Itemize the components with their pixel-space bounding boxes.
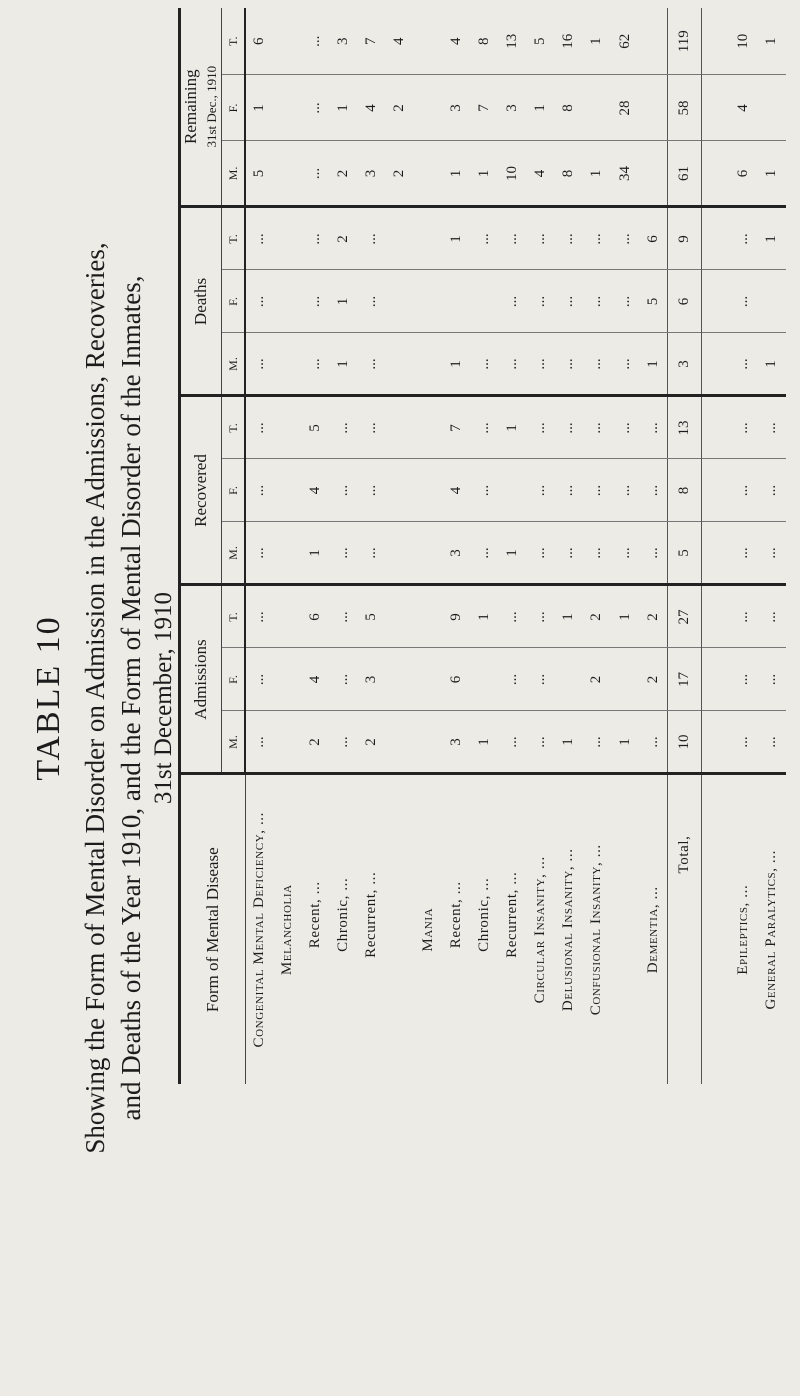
cell-value: ... [527,270,555,333]
cell-value: ... [470,207,498,270]
cell-value: 1 [470,141,498,207]
cell-value: 2 [386,141,414,207]
cell-value: 2 [301,711,329,774]
cell-value: 1 [583,141,611,207]
cell-value [414,270,442,333]
header-remaining-line1: Remaining [181,69,200,145]
cell-value: 8 [555,141,583,207]
cell-value: ... [470,396,498,459]
cell-value: 1 [758,207,786,270]
cell-value: ... [245,270,273,333]
cell-value: 7 [470,75,498,141]
cell-value: ... [498,711,526,774]
cell-value: ... [470,522,498,585]
cell-value: ... [498,648,526,711]
cell-value: 7 [442,396,470,459]
cell-value: ... [245,522,273,585]
spacer-cell [701,141,729,207]
cell-value: ... [301,75,329,141]
row-label: Recent, ... [442,774,470,1084]
cell-value [414,141,442,207]
cell-value: 4 [301,648,329,711]
row-label [386,774,414,1084]
cell-value: 62 [616,33,633,49]
cell-value [273,585,301,648]
cell-value: ... [555,207,583,270]
table-row [498,8,526,1084]
sub-t: T. [222,585,246,648]
cell-value: 13 [503,33,520,49]
header-admissions: Admissions [180,585,222,774]
cell-value: 1 [329,270,357,333]
cell-value: 1 [498,522,526,585]
cell-value: ... [730,522,758,585]
cell-value: ... [527,333,555,396]
table-row [442,8,470,1084]
cell-value: ... [470,459,498,522]
sub-f: F. [222,270,246,333]
cell-value: ... [358,459,386,522]
cell-value: 3 [667,333,701,396]
cell-value: 9 [667,207,701,270]
spacer-cell [701,711,729,774]
cell-value: 1 [527,75,555,141]
cell-value: ... [527,522,555,585]
cell-value: 1 [442,333,470,396]
cell-value: ... [758,522,786,585]
cell-value: ... [527,396,555,459]
cell-value: 28 [611,75,639,141]
sub-m: M. [222,522,246,585]
cell-value [639,8,667,75]
cell-value [414,8,442,75]
cell-value: 1 [245,75,273,141]
row-label: Epileptics, ... [730,774,758,1084]
cell-value: 1 [611,585,639,648]
table-row [583,8,611,1084]
cell-value: 4 [527,141,555,207]
cell-value: 2 [639,648,667,711]
row-label: Melancholia [273,774,301,1084]
caption-line-2: and Deaths of the Year 1910, and the Form of Mental Disorder of the Inmates, [116,275,146,1121]
cell-value: 4 [730,75,758,141]
cell-value [386,333,414,396]
cell-value: ... [527,648,555,711]
cell-value [414,396,442,459]
cell-value: ... [245,207,273,270]
cell-value: ... [329,396,357,459]
cell-value: ... [498,333,526,396]
cell-value: 1 [442,141,470,207]
cell-value: 4 [358,75,386,141]
cell-value: ... [245,585,273,648]
sub-m: M. [222,141,246,207]
cell-value: 6 [442,648,470,711]
cell-value: ... [583,333,611,396]
cell-value: ... [555,333,583,396]
table-row [273,8,301,1084]
sub-f: F. [222,648,246,711]
cell-value: 1 [611,711,639,774]
cell-value: ... [306,35,323,47]
cell-value: 6 [301,585,329,648]
caption-line-3: 31st December, 1910 [150,591,177,805]
cell-value: ... [583,207,611,270]
cell-value: 2 [583,585,611,648]
cell-value: ... [555,459,583,522]
cell-value: ... [245,648,273,711]
table-row [358,8,386,1084]
cell-value: ... [245,711,273,774]
cell-value: 6 [639,207,667,270]
cell-value: ... [611,396,639,459]
cell-value: ... [301,207,329,270]
cell-value: 3 [442,75,470,141]
cell-value: 34 [611,141,639,207]
spacer-cell [701,333,729,396]
cell-value: 58 [667,75,701,141]
header-form: Form of Mental Disease [180,774,246,1084]
cell-value: ... [358,396,386,459]
row-label: Chronic, ... [329,774,357,1084]
cell-value [273,711,301,774]
cell-value: 1 [639,333,667,396]
spacer-cell [701,75,729,141]
cell-value [498,459,526,522]
table-row [758,8,786,1084]
caption-line-1: Showing the Form of Mental Disorder on Admission in the Admissions, Recoveries, [80,242,110,1154]
cell-value: ... [329,522,357,585]
header-remaining [180,8,222,207]
cell-value [386,522,414,585]
cell-value: ... [639,522,667,585]
cell-value: ... [329,648,357,711]
cell-value: ... [639,459,667,522]
cell-value [386,585,414,648]
cell-value: 10 [735,33,752,49]
table-row [639,8,667,1084]
cell-value: 5 [358,585,386,648]
cell-value [386,207,414,270]
cell-value: ... [555,396,583,459]
cell-value: 5 [667,522,701,585]
table-row [329,8,357,1084]
cell-value: ... [329,711,357,774]
cell-value: 3 [498,75,526,141]
cell-value: ... [498,207,526,270]
cell-value: ... [245,459,273,522]
cell-value: 4 [447,37,464,45]
cell-value [611,648,639,711]
cell-value [414,75,442,141]
cell-value: 8 [475,37,492,45]
cell-value: ... [758,648,786,711]
sub-m: M. [222,333,246,396]
row-label: Recurrent, ... [498,774,526,1084]
cell-value: ... [358,333,386,396]
cell-value: ... [730,711,758,774]
cell-value [414,711,442,774]
spacer-cell [701,774,729,1084]
cell-value: 2 [329,207,357,270]
cell-value: 5 [245,141,273,207]
cell-value [758,270,786,333]
cell-value: 1 [329,75,357,141]
cell-value: 1 [301,522,329,585]
cell-value: 6 [251,37,268,45]
cell-value: 1 [555,711,583,774]
table-row [555,8,583,1084]
cell-value: ... [611,459,639,522]
cell-value: ... [611,207,639,270]
cell-value: ... [758,396,786,459]
cell-value: ... [730,459,758,522]
spacer-cell [701,585,729,648]
cell-value: 17 [667,648,701,711]
sub-t: T. [222,8,246,75]
cell-value: ... [730,585,758,648]
spacer-cell [701,459,729,522]
cell-value: 7 [363,37,380,45]
table-row [470,8,498,1084]
table-row [245,8,273,1084]
spacer-cell [701,396,729,459]
cell-value: ... [583,711,611,774]
cell-value: ... [358,522,386,585]
cell-value: 10 [667,711,701,774]
row-label: Recurrent, ... [358,774,386,1084]
cell-value [273,396,301,459]
cell-value: 61 [667,141,701,207]
cell-value: 4 [301,459,329,522]
cell-value: ... [583,522,611,585]
cell-value: 4 [442,459,470,522]
cell-value [273,522,301,585]
cell-value: ... [583,396,611,459]
cell-value [414,333,442,396]
cell-value: ... [301,141,329,207]
cell-value: 1 [329,333,357,396]
cell-value: 6 [730,141,758,207]
cell-value [386,270,414,333]
sub-t: T. [222,396,246,459]
cell-value: 4 [391,37,408,45]
cell-value [470,270,498,333]
table-row [386,8,414,1084]
table-row [730,8,758,1084]
cell-value: ... [329,585,357,648]
header-remaining-line2: 31st Dec., 1910 [204,65,219,148]
cell-value [414,648,442,711]
cell-value [414,207,442,270]
statistics-table [178,8,786,1084]
cell-value: 9 [442,585,470,648]
cell-value: ... [245,396,273,459]
cell-value: ... [611,333,639,396]
cell-value [758,75,786,141]
cell-value: ... [358,270,386,333]
cell-value: 13 [667,396,701,459]
row-label: Circular Insanity, ... [527,774,555,1084]
cell-value: 2 [583,648,611,711]
cell-value: ... [555,522,583,585]
cell-value: ... [527,459,555,522]
cell-value: 16 [560,33,577,49]
spacer-cell [701,8,729,75]
sub-t: T. [222,207,246,270]
cell-value: ... [301,270,329,333]
cell-value: 3 [335,37,352,45]
cell-value: ... [730,396,758,459]
cell-value: ... [639,396,667,459]
cell-value: 8 [667,459,701,522]
cell-value: 1 [758,333,786,396]
spacer-cell [701,522,729,585]
cell-value: ... [498,270,526,333]
cell-value: ... [301,333,329,396]
cell-value: ... [758,459,786,522]
cell-value: 2 [639,585,667,648]
cell-value [639,141,667,207]
cell-value: ... [527,207,555,270]
cell-value [470,648,498,711]
cell-value: 1 [498,396,526,459]
spacer-cell [701,270,729,333]
cell-value: ... [730,270,758,333]
cell-value [386,459,414,522]
cell-value [273,459,301,522]
cell-value: 8 [555,75,583,141]
row-label: Confusional Insanity, ... [583,774,611,1084]
cell-value: 2 [358,711,386,774]
row-label: Congenital Mental Deficiency, ... [245,774,273,1084]
sub-f: F. [222,75,246,141]
cell-value: 27 [667,585,701,648]
cell-value: 1 [470,711,498,774]
cell-value: 2 [329,141,357,207]
cell-value: 5 [639,270,667,333]
row-label: Chronic, ... [470,774,498,1084]
cell-value [273,75,301,141]
cell-value [273,333,301,396]
cell-value: ... [527,711,555,774]
cell-value: 119 [667,8,701,75]
spacer-row [701,8,729,1084]
cell-value [386,648,414,711]
cell-value: ... [498,585,526,648]
cell-value [273,648,301,711]
cell-value: 1 [470,585,498,648]
cell-value: 6 [667,270,701,333]
row-label: Mania [414,774,442,1084]
row-label: Delusional Insanity, ... [555,774,583,1084]
cell-value: ... [583,270,611,333]
table-row [414,8,442,1084]
row-label: Total, [667,774,701,1084]
cell-value [414,459,442,522]
header-recovered: Recovered [180,396,222,585]
cell-value [639,75,667,141]
header-deaths: Deaths [180,207,222,396]
cell-value: ... [583,459,611,522]
cell-value: ... [527,585,555,648]
cell-value: ... [611,522,639,585]
sub-m: M. [222,711,246,774]
cell-value: 1 [555,585,583,648]
cell-value: ... [730,333,758,396]
cell-value: 5 [301,396,329,459]
row-label [611,774,639,1084]
cell-value [273,207,301,270]
cell-value: ... [358,207,386,270]
row-label: Dementia, ... [639,774,667,1084]
spacer-cell [701,648,729,711]
cell-value [273,141,301,207]
cell-value: 1 [763,37,780,45]
cell-value: ... [329,459,357,522]
sub-f: F. [222,459,246,522]
cell-value: ... [555,270,583,333]
cell-value [555,648,583,711]
spacer-cell [701,207,729,270]
cell-value [386,711,414,774]
table-title: TABLE 10 [30,615,67,781]
cell-value: ... [245,333,273,396]
cell-value: 3 [442,711,470,774]
table-row [611,8,639,1084]
cell-value: 3 [358,141,386,207]
cell-value: 5 [532,37,549,45]
table-row [527,8,555,1084]
cell-value: ... [758,585,786,648]
cell-value: ... [730,648,758,711]
table-row [301,8,329,1084]
cell-value: 2 [386,75,414,141]
total-row [667,8,701,1084]
cell-value: ... [470,333,498,396]
cell-value: 3 [442,522,470,585]
cell-value [386,396,414,459]
cell-value: 10 [498,141,526,207]
cell-value [583,75,611,141]
row-label: General Paralytics, ... [758,774,786,1084]
row-label: Recent, ... [301,774,329,1084]
cell-value [273,270,301,333]
cell-value [442,270,470,333]
table-body [245,8,786,1084]
cell-value [414,585,442,648]
cell-value: ... [758,711,786,774]
cell-value: 3 [358,648,386,711]
cell-value: ... [639,711,667,774]
cell-value [414,522,442,585]
cell-value: ... [611,270,639,333]
cell-value: 1 [758,141,786,207]
cell-value: 1 [442,207,470,270]
cell-value [273,8,301,75]
cell-value: 1 [588,37,605,45]
cell-value: ... [730,207,758,270]
